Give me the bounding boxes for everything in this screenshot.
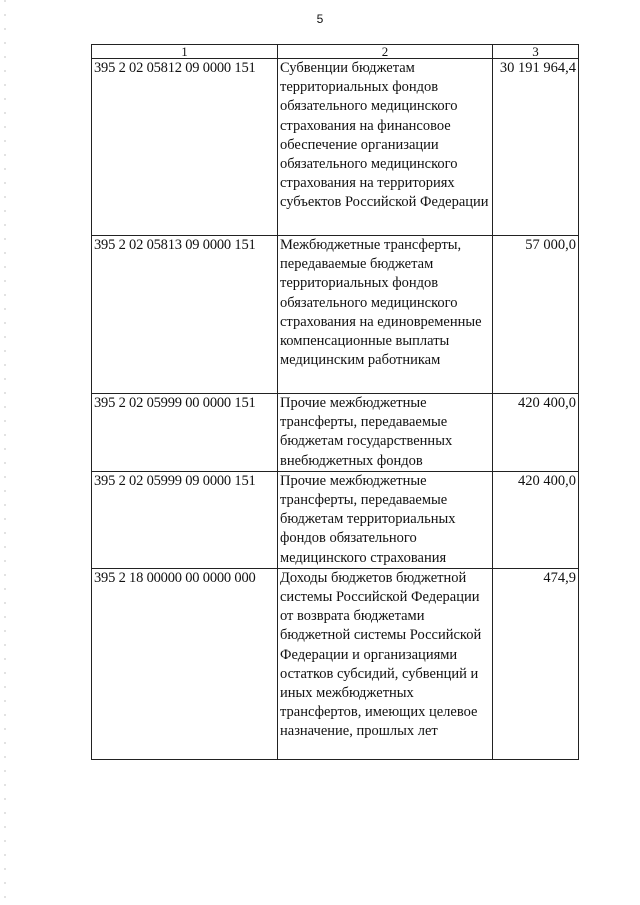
amount-cell: 474,9	[493, 568, 579, 759]
budget-code-cell: 395 2 18 00000 00 0000 000	[92, 568, 278, 759]
revenue-name-cell: Субвенции бюджетам территориальных фондов обязательного медицинского страхования на финансовое обеспечение организации обязательного медицинского страхования на территориях субъектов Российской Федерации	[278, 59, 493, 236]
budget-code-cell: 395 2 02 05812 09 0000 151	[92, 59, 278, 236]
revenue-name-cell: Межбюджетные трансферты, передаваемые бюджетам территориальных фондов обязательного медицинского страхования на единовременные компенсационные выплаты медицинским работникам	[278, 236, 493, 394]
table-row	[92, 236, 579, 394]
column-header-code: 1	[92, 45, 278, 59]
scan-margin-marks	[4, 0, 6, 905]
column-header-name: 2	[278, 45, 493, 59]
revenue-name-cell: Прочие межбюджетные трансферты, передаваемые бюджетам государственных внебюджетных фондов	[278, 394, 493, 472]
page-number: 5	[316, 12, 324, 26]
budget-code-cell: 395 2 02 05813 09 0000 151	[92, 236, 278, 394]
budget-revenue-table	[91, 44, 579, 760]
amount-cell: 420 400,0	[493, 394, 579, 472]
amount-cell: 30 191 964,4	[493, 59, 579, 236]
revenue-name-cell: Доходы бюджетов бюджетной системы Российской Федерации от возврата бюджетами бюджетной системы Российской Федерации и организациями остатков субсидий, субвенций и иных межбюджетных трансфертов, имеющих целевое назначение, прошлых лет	[278, 568, 493, 759]
revenue-name-cell: Прочие межбюджетные трансферты, передаваемые бюджетам территориальных фондов обязательного медицинского страхования	[278, 471, 493, 568]
budget-code-cell: 395 2 02 05999 00 0000 151	[92, 394, 278, 472]
table-row	[92, 568, 579, 759]
budget-code-cell: 395 2 02 05999 09 0000 151	[92, 471, 278, 568]
amount-cell: 57 000,0	[493, 236, 579, 394]
table-header-row	[92, 45, 579, 59]
table-row	[92, 394, 579, 472]
table-row	[92, 59, 579, 236]
amount-cell: 420 400,0	[493, 471, 579, 568]
column-header-amount: 3	[493, 45, 579, 59]
table-row	[92, 471, 579, 568]
